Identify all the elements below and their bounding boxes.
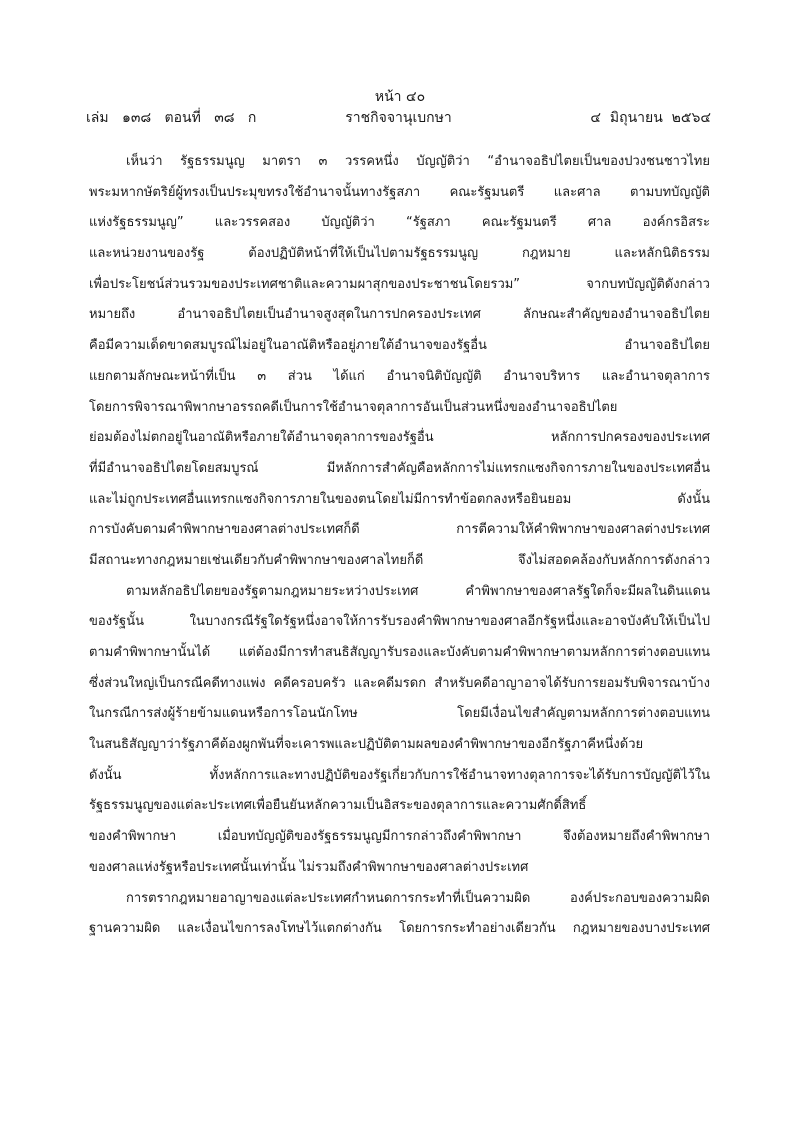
gazette-header bbox=[86, 107, 711, 127]
text-line: เห็นว่า รัฐธรรมนูญ มาตรา ๓ วรรคหนึ่ง บัญญัติว่า “อำนาจอธิปไตยเป็นของปวงชนชาวไทย bbox=[126, 154, 710, 169]
page-number: หน้า ๔๐ bbox=[374, 89, 426, 105]
text-line: ซึ่งส่วนใหญ่เป็นกรณีคดีทางแพ่ง คดีครอบครัว และคดีมรดก สำหรับคดีอาญาอาจได้รับการยอมรับพิจารณาบ้าง bbox=[89, 675, 710, 691]
volume-issue: เล่ม ๑๓๘ ตอนที่ ๓๘ ก bbox=[86, 110, 257, 126]
text-line: มีสถานะทางกฎหมายเช่นเดียวกับคำพิพากษาของศาลไทยก็ดี จึงไม่สอดคล้องกับหลักการดังกล่าว bbox=[89, 552, 710, 568]
text-line: ตามหลักอธิปไตยของรัฐตามกฎหมายระหว่างประเทศ คำพิพากษาของศาลรัฐใดก็จะมีผลในดินแดน bbox=[126, 583, 710, 599]
text-line: ของศาลแห่งรัฐหรือประเทศนั้นเท่านั้น ไม่รวมถึงคำพิพากษาของศาลต่างประเทศ bbox=[89, 859, 529, 875]
text-line: ฐานความผิด และเงื่อนไขการลงโทษไว้แตกต่างกัน โดยการกระทำอย่างเดียวกัน กฎหมายของบางประเทศ bbox=[89, 921, 710, 937]
text-line: ย่อมต้องไม่ตกอยู่ในอาณัติหรือภายใต้อำนาจตุลาการของรัฐอื่น หลักการปกครองของประเทศ bbox=[89, 430, 710, 446]
text-line: ในสนธิสัญญาว่ารัฐภาคีต้องผูกพันที่จะเคารพและปฏิบัติตามผลของคำพิพากษาของอีกรัฐภาคีหนึ่งด้วย bbox=[89, 737, 644, 753]
text-line: โดยการพิจารณาพิพากษาอรรถคดีเป็นการใช้อำนาจตุลาการอันเป็นส่วนหนึ่งของอำนาจอธิปไตย bbox=[89, 399, 618, 415]
text-line: ที่มีอำนาจอธิปไตยโดยสมบูรณ์ มีหลักการสำคัญคือหลักการไม่แทรกแซงกิจการภายในของประเทศอื่น bbox=[89, 460, 710, 476]
text-line: การบังคับตามคำพิพากษาของศาลต่างประเทศก็ดี การตีความให้คำพิพากษาของศาลต่างประเทศ bbox=[89, 522, 710, 538]
publication-date: ๔ มิถุนายน ๒๕๖๔ bbox=[590, 110, 711, 126]
text-line: การตรากฎหมายอาญาของแต่ละประเทศกำหนดการกระทำที่เป็นความผิด องค์ประกอบของความผิด bbox=[126, 890, 710, 906]
text-line: และไม่ถูกประเทศอื่นแทรกแซงกิจการภายในของตนโดยไม่มีการทำข้อตกลงหรือยินยอม ดังนั้น bbox=[89, 491, 710, 507]
text-line: ของคำพิพากษา เมื่อบทบัญญัติของรัฐธรรมนูญมีการกล่าวถึงคำพิพากษา จึงต้องหมายถึงคำพิพากษา bbox=[89, 829, 710, 845]
gazette-name: ราชกิจจานุเบกษา bbox=[345, 110, 452, 126]
text-line: พระมหากษัตริย์ผู้ทรงเป็นประมุขทรงใช้อำนาจนั้นทางรัฐสภา คณะรัฐมนตรี และศาล ตามบทบัญญัติ bbox=[89, 184, 710, 200]
text-line: รัฐธรรมนูญของแต่ละประเทศเพื่อยืนยันหลักความเป็นอิสระของตุลาการและความศักดิ์สิทธิ์ bbox=[89, 798, 587, 814]
document-body bbox=[89, 147, 710, 945]
text-line: คือมีความเด็ดขาดสมบูรณ์ไม่อยู่ในอาณัติหรืออยู่ภายใต้อำนาจของรัฐอื่น อำนาจอธิปไตย bbox=[89, 338, 710, 354]
text-line: เพื่อประโยชน์ส่วนรวมของประเทศชาติและความผาสุกของประชาชนโดยรวม” จากบทบัญญัติดังกล่าว bbox=[89, 276, 710, 292]
text-line: ดังนั้น ทั้งหลักการและทางปฏิบัติของรัฐเกี่ยวกับการใช้อำนาจทางตุลาการจะได้รับการบัญญัติไว้ใน bbox=[89, 767, 710, 783]
text-line: หมายถึง อำนาจอธิปไตยเป็นอำนาจสูงสุดในการปกครองประเทศ ลักษณะสำคัญของอำนาจอธิปไตย bbox=[89, 307, 710, 323]
text-line: แยกตามลักษณะหน้าที่เป็น ๓ ส่วน ได้แก่ อำนาจนิติบัญญัติ อำนาจบริหาร และอำนาจตุลาการ bbox=[89, 368, 710, 384]
text-line: ในกรณีการส่งผู้ร้ายข้ามแดนหรือการโอนนักโทษ โดยมีเงื่อนไขสำคัญตามหลักการต่างตอบแทน bbox=[89, 706, 710, 722]
text-line: ตามคำพิพากษานั้นได้ แต่ต้องมีการทำสนธิสัญญารับรองและบังคับตามคำพิพากษาตามหลักการต่างตอบแทน bbox=[89, 645, 710, 660]
text-line: และหน่วยงานของรัฐ ต้องปฏิบัติหน้าที่ให้เป็นไปตามรัฐธรรมนูญ กฎหมาย และหลักนิติธรรม bbox=[89, 246, 710, 262]
text-line: ของรัฐนั้น ในบางกรณีรัฐใดรัฐหนึ่งอาจให้การรับรองคำพิพากษาของศาลอีกรัฐหนึ่งและอาจบังคับให้เป็นไป bbox=[89, 614, 710, 630]
text-line: แห่งรัฐธรรมนูญ” และวรรคสอง บัญญัติว่า “รัฐสภา คณะรัฐมนตรี ศาล องค์กรอิสระ bbox=[89, 215, 710, 231]
